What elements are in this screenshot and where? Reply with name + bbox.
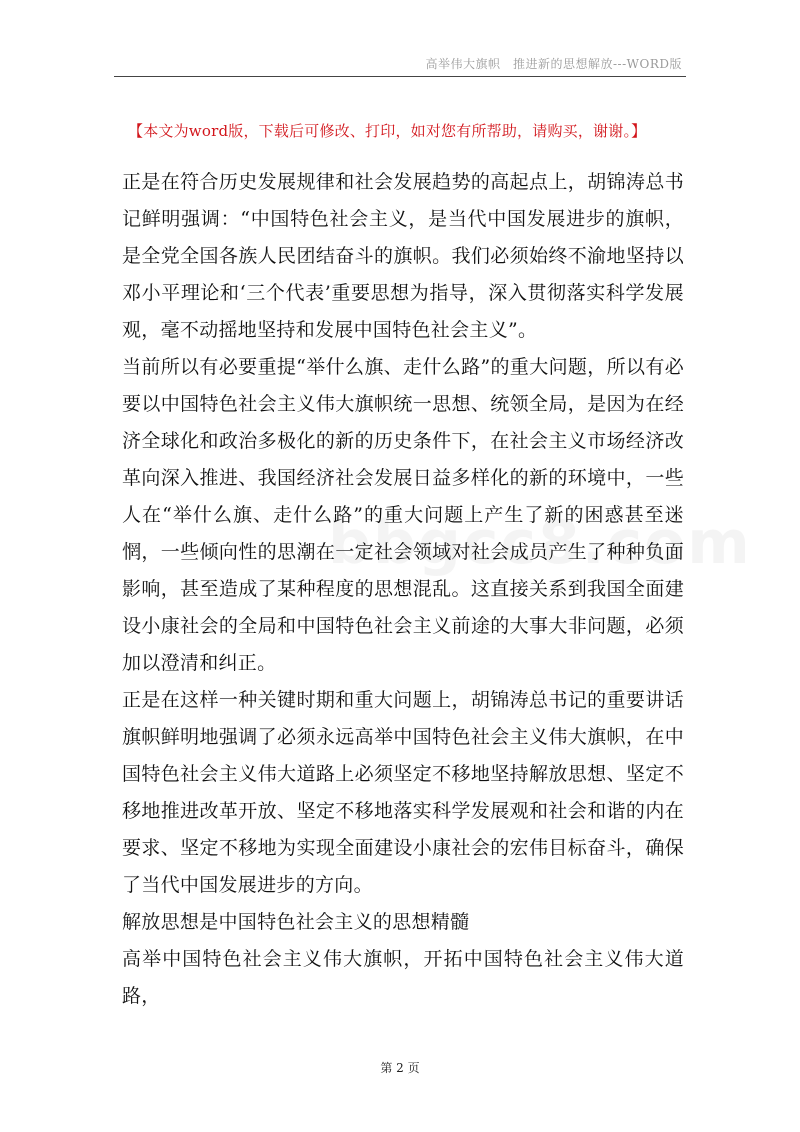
- paragraph: 正是在这样一种关键时期和重大问题上，胡锦涛总书记的重要讲话旗帜鲜明地强调了必须永远高举中国特色社会主义伟大旗帜，在中国特色社会主义伟大道路上必须坚定不移地坚持解放思想、坚定不移地推进改革开放、坚定不移地落实科学发展观和社会和谐的内在要求、坚定不移地为实现全面建设小康社会的宏伟目标奋斗，确保了当代中国发展进步的方向。: [122, 689, 684, 896]
- paragraph: 高举中国特色社会主义伟大旗帜，开拓中国特色社会主义伟大道路，: [122, 948, 684, 1007]
- paragraph: 正是在符合历史发展规律和社会发展趋势的高起点上，胡锦涛总书记鲜明强调：“中国特色社会主义，是当代中国发展进步的旗帜，是全党全国各族人民团结奋斗的旗帜。我们必须始终不渝地坚持以邓小平理论和‘三个代表’重要思想为指导，深入贯彻落实科学发展观，毫不动摇地坚持和发展中国特色社会主义”。: [122, 171, 684, 341]
- document-body: [122, 164, 684, 1015]
- download-notice: 【本文为word版，下载后可修改、打印，如对您有所帮助，请购买，谢谢。】: [128, 122, 647, 140]
- header-divider: [114, 76, 686, 77]
- section-heading: 解放思想是中国特色社会主义的思想精髓: [122, 911, 470, 933]
- paragraph: 当前所以有必要重提“举什么旗、走什么路”的重大问题，所以有必要以中国特色社会主义伟大旗帜统一思想、统领全局，是因为在经济全球化和政治多极化的新的历史条件下，在社会主义市场经济改革向深入推进、我国经济社会发展日益多样化的新的环境中，一些人在“举什么旗、走什么路”的重大问题上产生了新的困惑甚至迷惘，一些倾向性的思潮在一定社会领域对社会成员产生了种种负面影响，甚至造成了某种程度的思想混乱。这直接关系到我国全面建设小康社会的全局和中国特色社会主义前途的大事大非问题，必须加以澄清和纠正。: [122, 356, 684, 674]
- page-number: 第 2 页: [380, 1061, 420, 1075]
- running-header: 高举伟大旗帜 推进新的思想解放---WORD版: [425, 57, 682, 71]
